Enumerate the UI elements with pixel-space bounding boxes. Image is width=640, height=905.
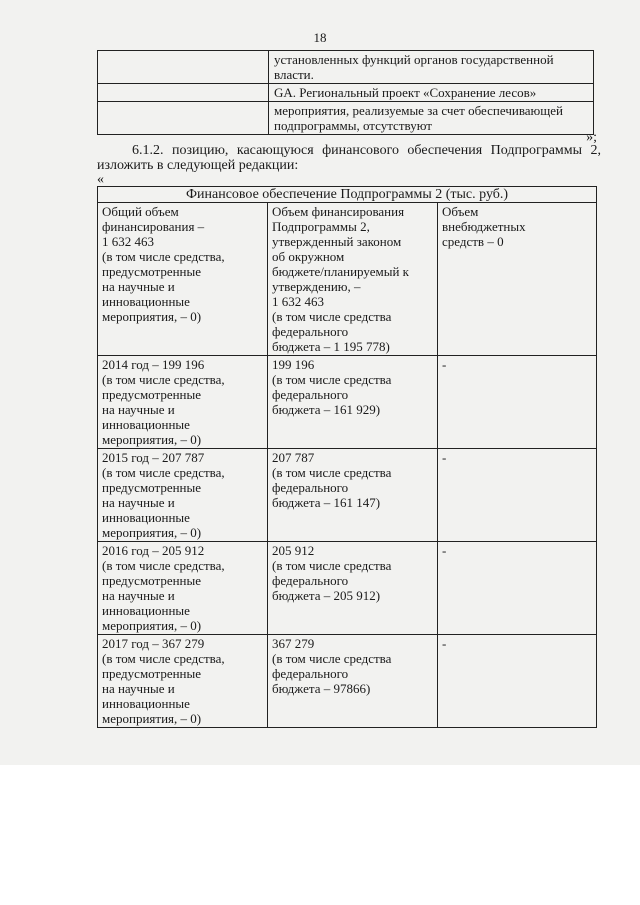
closing-quote: »; xyxy=(586,130,597,145)
year-total-cell: 2014 год – 199 196 (в том числе средства, предусмотренные на научные и инновационные мероприятия, – 0) xyxy=(98,356,268,449)
blank-margin xyxy=(0,765,640,905)
extrabudgetary-cell: Объем внебюджетных средств – 0 xyxy=(438,203,597,356)
finance-table-header: Финансовое обеспечение Подпрограммы 2 (тыс. руб.) xyxy=(98,187,597,203)
year-budget-cell: 367 279 (в том числе средства федерального бюджета – 97866) xyxy=(268,635,438,728)
table-cell-right: мероприятия, реализуемые за счет обеспечивающей подпрограммы, отсутствуют xyxy=(269,102,594,135)
year-extrabudgetary-cell: - xyxy=(438,542,597,635)
paragraph-text: 6.1.2. позицию, касающуюся финансового обеспечения Подпрограммы 2, изложить в следующей редакции: xyxy=(97,143,601,173)
table-row xyxy=(98,449,597,542)
year-extrabudgetary-cell: - xyxy=(438,449,597,542)
year-extrabudgetary-cell: - xyxy=(438,356,597,449)
table-row xyxy=(98,203,597,356)
year-budget-cell: 205 912 (в том числе средства федерального бюджета – 205 912) xyxy=(268,542,438,635)
year-extrabudgetary-cell: - xyxy=(438,635,597,728)
table-cell-left xyxy=(98,84,269,102)
table-row xyxy=(98,356,597,449)
year-total-cell: 2016 год – 205 912 (в том числе средства, предусмотренные на научные и инновационные мероприятия, – 0) xyxy=(98,542,268,635)
year-total-cell: 2017 год – 367 279 (в том числе средства, предусмотренные на научные и инновационные мероприятия, – 0) xyxy=(98,635,268,728)
table-row xyxy=(98,84,594,102)
year-total-cell: 2015 год – 207 787 (в том числе средства, предусмотренные на научные и инновационные мероприятия, – 0) xyxy=(98,449,268,542)
table-row xyxy=(98,542,597,635)
table-cell-right: GA. Региональный проект «Сохранение лесов» xyxy=(269,84,594,102)
table-cell-left xyxy=(98,102,269,135)
table-row xyxy=(98,635,597,728)
total-funding-cell: Общий объем финансирования – 1 632 463 (в том числе средства, предусмотренные на научные и инновационные мероприятия, – 0) xyxy=(98,203,268,356)
table-cell-right: установленных функций органов государственной власти. xyxy=(269,51,594,84)
finance-table xyxy=(97,186,597,728)
year-budget-cell: 207 787 (в том числе средства федерального бюджета – 161 147) xyxy=(268,449,438,542)
continuation-table xyxy=(97,50,594,135)
amendment-paragraph xyxy=(97,143,601,173)
opening-quote: « xyxy=(97,172,104,187)
year-budget-cell: 199 196 (в том числе средства федерального бюджета – 161 929) xyxy=(268,356,438,449)
table-row xyxy=(98,102,594,135)
subprogram-funding-cell: Объем финансирования Подпрограммы 2, утвержденный законом об окружном бюджете/планируемый к утверждению, – 1 632 463 (в том числе средства федерального бюджета – 1 195 778) xyxy=(268,203,438,356)
page-number: 18 xyxy=(313,30,327,45)
table-row xyxy=(98,51,594,84)
finance-table-header-row xyxy=(98,187,597,203)
table-cell-left xyxy=(98,51,269,84)
